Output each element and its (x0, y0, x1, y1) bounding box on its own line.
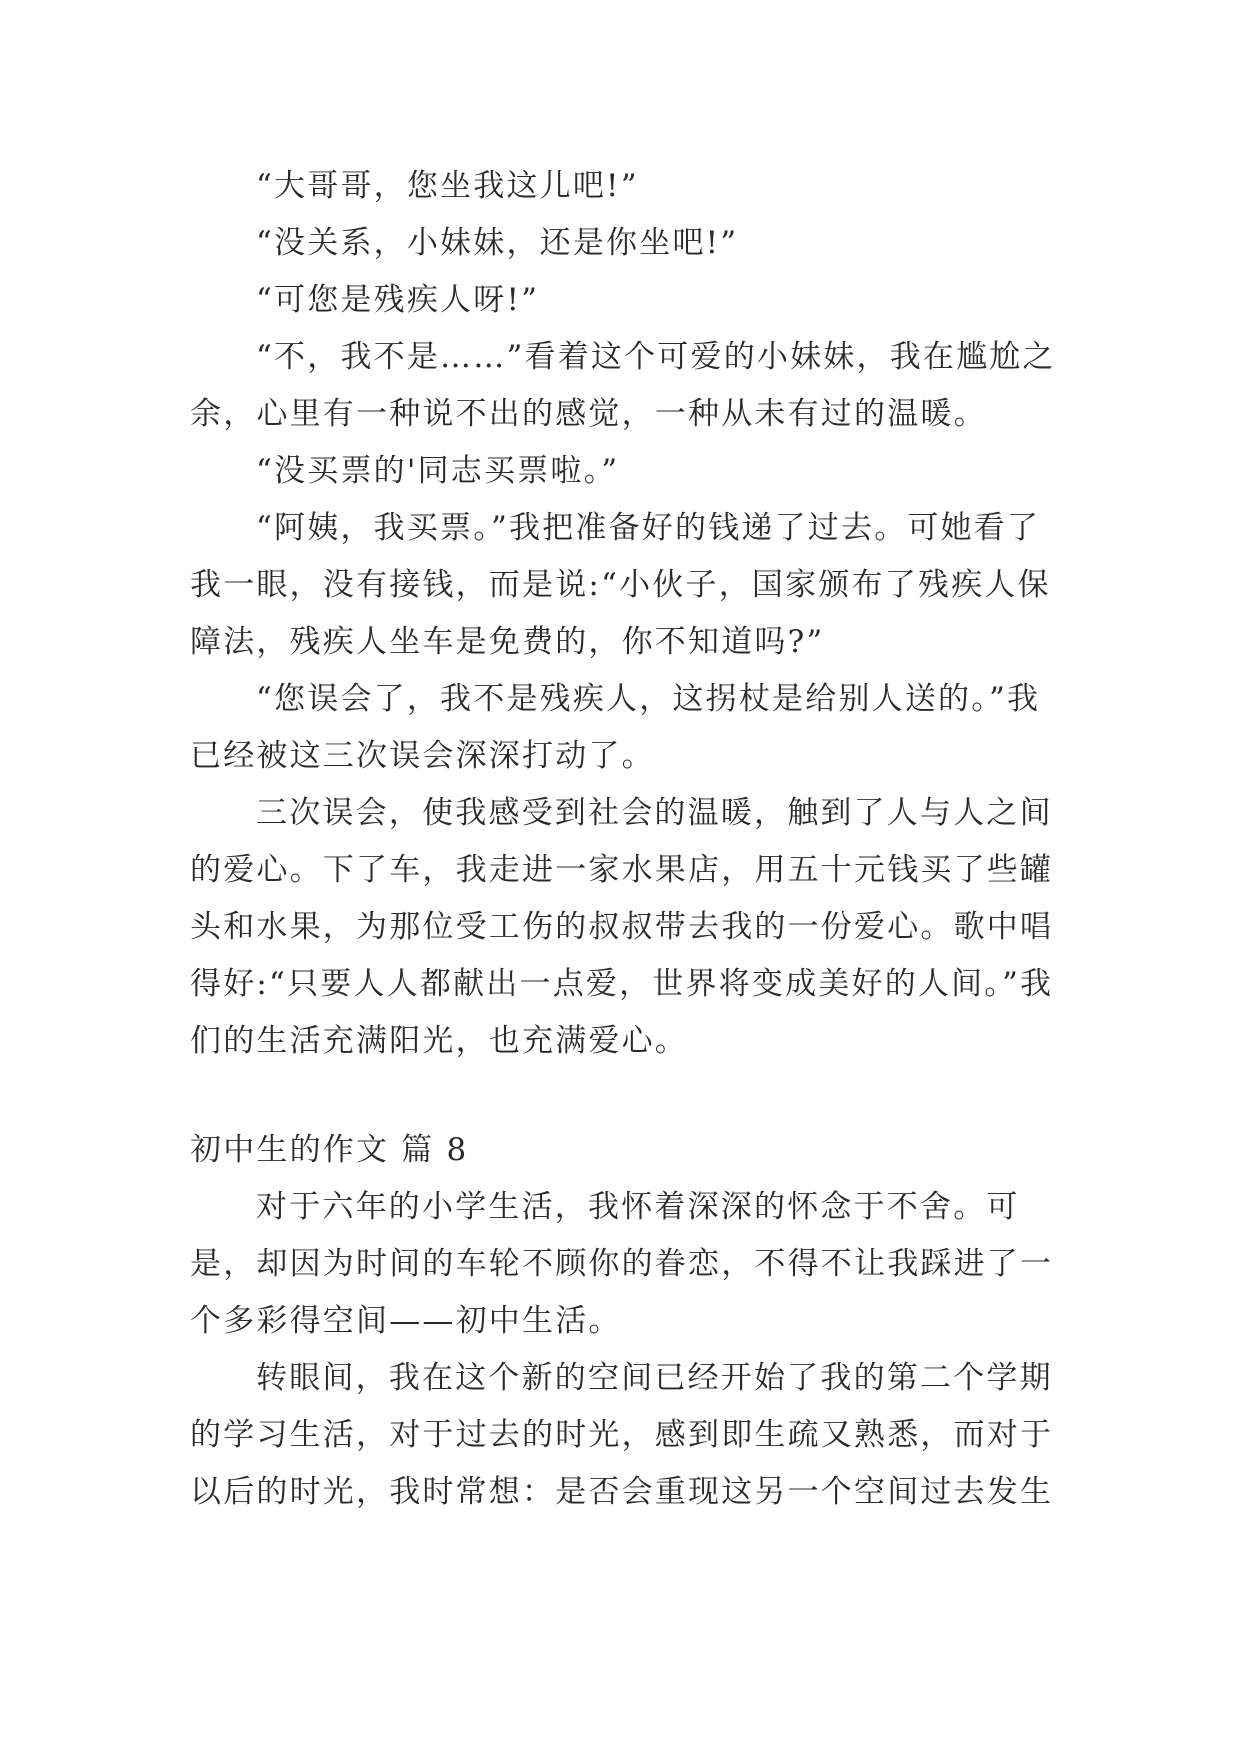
paragraph: “可您是残疾人呀!” (256, 282, 540, 318)
document-body (190, 158, 1060, 1521)
section-heading: 初中生的作文 篇 8 (190, 1132, 469, 1168)
paragraph: “您误会了，我不是残疾人，这拐杖是给别人送的。”我已经被这三次误会深深打动了。 (190, 681, 1041, 774)
paragraph: “没关系，小妹妹，还是你坐吧!” (256, 225, 739, 261)
paragraph: “大哥哥，您坐我这儿吧!” (256, 168, 639, 204)
paragraph: 对于六年的小学生活，我怀着深深的怀念于不舍。可是，却因为时间的车轮不顾你的眷恋，不得不让我踩进了一个多彩得空间——初中生活。 (190, 1189, 1054, 1339)
paragraph: “没买票的'同志买票啦。” (256, 453, 620, 489)
section-spacer (190, 1070, 1060, 1122)
paragraph: “阿姨，我买票。”我把准备好的钱递了过去。可她看了我一眼，没有接钱，而是说:“小伙子，国家颁布了残疾人保障法，残疾人坐车是免费的，你不知道吗?” (190, 510, 1051, 660)
paragraph: 转眼间，我在这个新的空间已经开始了我的第二个学期的学习生活，对于过去的时光，感到即生疏又熟悉，而对于以后的时光，我时常想：是否会重现这另一个空间过去发生 (190, 1360, 1054, 1510)
paragraph: 三次误会，使我感受到社会的温暖，触到了人与人之间的爱心。下了车，我走进一家水果店，用五十元钱买了些罐头和水果，为那位受工伤的叔叔带去我的一份爱心。歌中唱得好:“只要人人都献出一点爱，世界将变成美好的人间。”我们的生活充满阳光，也充满爱心。 (190, 795, 1054, 1059)
paragraph: “不，我不是……”看着这个可爱的小妹妹，我在尴尬之余，心里有一种说不出的感觉，一种从未有过的温暖。 (190, 339, 1056, 432)
